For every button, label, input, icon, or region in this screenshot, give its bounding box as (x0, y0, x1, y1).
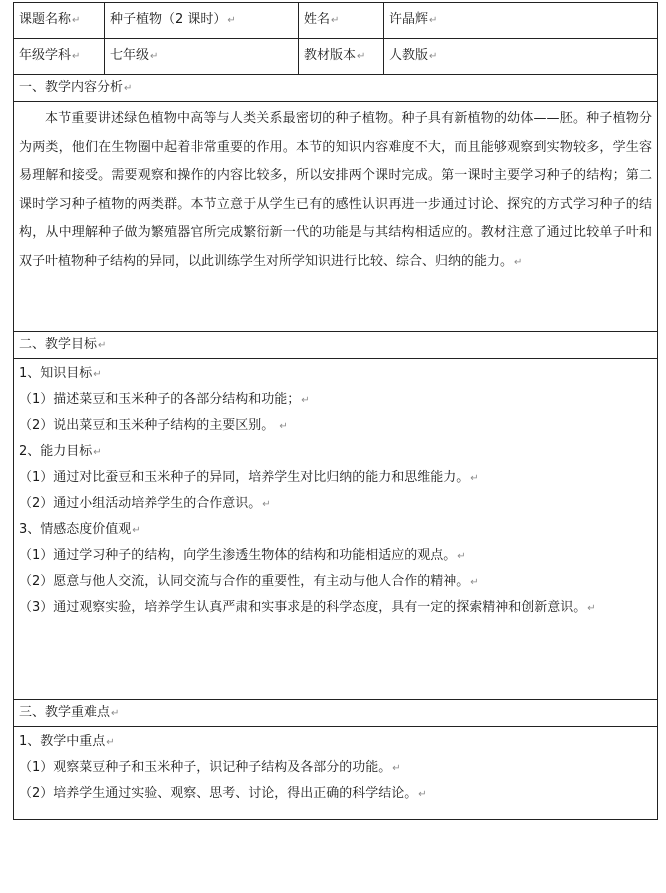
header-row-2 (14, 39, 658, 75)
goal-text: （2）愿意与他人交流，认同交流与合作的重要性，有主动与他人合作的精神。 (19, 574, 470, 589)
paragraph-mark-icon: ↵ (93, 447, 102, 458)
section-heading-row (14, 75, 658, 102)
goal-text: （2）通过小组活动培养学生的合作意识。 (19, 496, 262, 511)
goal-text: （1）通过对比蚕豆和玉米种子的异同，培养学生对比归纳的能力和思维能力。 (19, 470, 470, 485)
section-3-body-cell (14, 727, 658, 820)
paragraph-mark-icon: ↵ (72, 15, 81, 26)
goal-line (19, 491, 652, 517)
section-3-body-row (14, 727, 658, 820)
edition-label-cell (299, 39, 384, 75)
section-2-title: 二、教学目标 (19, 336, 98, 352)
paragraph-mark-icon: ↵ (98, 339, 107, 351)
goal-line (19, 595, 652, 622)
paragraph-mark-icon: ↵ (429, 51, 438, 62)
paragraph-mark-icon: ↵ (392, 763, 401, 774)
section-1-body-row (14, 102, 658, 332)
name-value-cell (384, 3, 658, 39)
paragraph-mark-icon: ↵ (124, 82, 133, 94)
goal-text: （2）说出菜豆和玉米种子结构的主要区别。 (19, 418, 279, 433)
grade-label-cell (14, 39, 105, 75)
paragraph-mark-icon: ↵ (357, 51, 366, 62)
goal-line (19, 439, 652, 465)
focus-line (19, 781, 652, 807)
section-1-text: 本节重要讲述绿色植物中高等与人类关系最密切的种子植物。种子具有新植物的幼体——胚。种子植物分为两类，他们在生物圈中起着非常重要的作用。本节的知识内容难度不大，而且能够观察到实物较多，学生容易理解和接受。需要观察和操作的内容比较多，所以安排两个课时完成。第一课时主要学习种子的结构；第二课时学习种子植物的两类群。本节立意于从学生已有的感性认识再进一步通过讨论、探究的方式学习种子的结构，从中理解种子做为繁殖器官所完成繁衍新一代的功能是与其结构相适应的。教材注意了通过比较单子叶和双子叶植物种子结构的异同，以此训练学生对所学知识进行比较、综合、归纳的能力。 (19, 111, 652, 269)
section-2-body-cell (14, 359, 658, 700)
paragraph-mark-icon: ↵ (587, 603, 596, 614)
paragraph-mark-icon: ↵ (262, 499, 271, 510)
section-2-title-cell (14, 332, 658, 359)
course-label: 课题名称 (19, 12, 72, 27)
edition-value: 人教版 (389, 48, 429, 63)
course-label-cell (14, 3, 105, 39)
goal-line (19, 465, 652, 491)
paragraph-mark-icon: ↵ (72, 51, 81, 62)
paragraph-mark-icon: ↵ (279, 421, 288, 432)
section-2-body-row (14, 359, 658, 700)
goal-text: （1）通过学习种子的结构，向学生渗透生物体的结构和功能相适应的观点。 (19, 548, 457, 563)
goal-line (19, 569, 652, 595)
paragraph-mark-icon: ↵ (93, 369, 102, 380)
paragraph-mark-icon: ↵ (331, 15, 340, 26)
focus-text: （2）培养学生通过实验、观察、思考、讨论，得出正确的科学结论。 (19, 786, 418, 801)
paragraph-mark-icon: ↵ (150, 51, 159, 62)
paragraph-mark-icon: ↵ (429, 15, 438, 26)
name-label-cell (299, 3, 384, 39)
paragraph-mark-icon: ↵ (418, 789, 427, 800)
edition-label: 教材版本 (304, 48, 357, 63)
course-value: 种子植物（2 课时） (110, 12, 227, 27)
goal-text: （3）通过观察实验，培养学生认真严肃和实事求是的科学态度，具有一定的探索精神和创新意识。 (19, 600, 587, 615)
section-3-title-cell (14, 700, 658, 727)
grade-value: 七年级 (110, 48, 150, 63)
goal-text: 2、能力目标 (19, 444, 93, 459)
section-heading-row (14, 332, 658, 359)
paragraph-mark-icon: ↵ (106, 737, 115, 748)
paragraph-mark-icon: ↵ (457, 551, 466, 562)
goal-text: 1、知识目标 (19, 366, 93, 381)
section-1-paragraph (19, 105, 652, 277)
edition-value-cell (384, 39, 658, 75)
section-1-title-cell (14, 75, 658, 102)
paragraph-mark-icon: ↵ (111, 707, 120, 719)
focus-line (19, 729, 652, 755)
header-row-1 (14, 3, 658, 39)
goal-line (19, 361, 652, 387)
section-1-body-cell (14, 102, 658, 332)
goal-line (19, 387, 652, 413)
lesson-plan-table (13, 2, 658, 820)
goal-line (19, 517, 652, 543)
focus-text: 1、教学中重点 (19, 734, 106, 749)
paragraph-mark-icon: ↵ (514, 256, 523, 268)
grade-value-cell (105, 39, 299, 75)
goal-text: 3、情感态度价值观 (19, 522, 132, 537)
focus-line (19, 755, 652, 781)
paragraph-mark-icon: ↵ (132, 525, 141, 536)
paragraph-mark-icon: ↵ (227, 15, 236, 26)
section-1-title: 一、教学内容分析 (19, 79, 124, 95)
goal-line (19, 413, 652, 439)
course-value-cell (105, 3, 299, 39)
paragraph-mark-icon: ↵ (470, 473, 479, 484)
name-value: 许晶辉 (389, 12, 429, 27)
goal-line (19, 543, 652, 569)
goal-text: （1）描述菜豆和玉米种子的各部分结构和功能； (19, 392, 301, 407)
name-label: 姓名 (304, 12, 331, 27)
focus-text: （1）观察菜豆种子和玉米种子，识记种子结构及各部分的功能。 (19, 760, 392, 775)
section-3-title: 三、教学重难点 (19, 704, 111, 720)
paragraph-mark-icon: ↵ (470, 577, 479, 588)
section-heading-row (14, 700, 658, 727)
paragraph-mark-icon: ↵ (301, 395, 310, 406)
grade-label: 年级学科 (19, 48, 72, 63)
